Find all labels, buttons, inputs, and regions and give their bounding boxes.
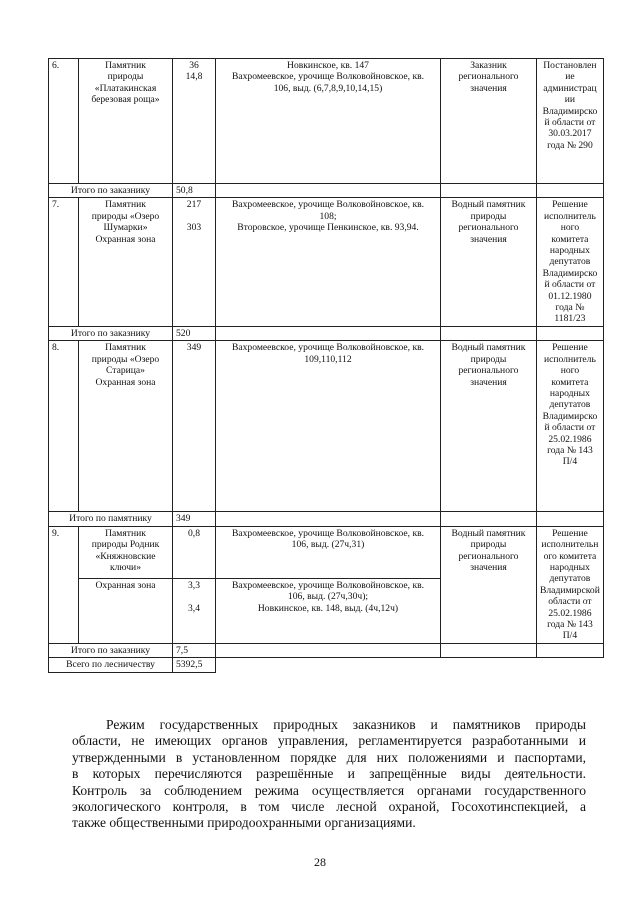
subtotal-label: Итого по заказнику xyxy=(49,643,173,657)
regime-paragraph xyxy=(72,717,586,832)
paragraph-line: Контроль за соблюдением режима осуществляется органами государственного xyxy=(72,782,586,798)
category: Водный памятник природы регионального значения xyxy=(441,526,537,643)
page-number: 28 xyxy=(314,855,326,869)
paragraph-line: в которых перечисляются разрешённые и запрещённые виды деятельности. xyxy=(72,766,586,782)
location: Вахромеевское, урочище Волковойновское, кв. 109,110,112 xyxy=(216,341,441,512)
paragraph-line: также общественными природоохранными организациями. xyxy=(72,815,416,831)
category: Водный памятник природы регионального значения xyxy=(441,341,537,512)
grand-total-row xyxy=(49,658,604,672)
table-row xyxy=(49,526,604,578)
table-row xyxy=(49,198,604,326)
table-row xyxy=(49,59,604,184)
row-number: 7. xyxy=(49,198,79,326)
subtotal-value: 520 xyxy=(173,326,216,340)
subtotal-row xyxy=(49,184,604,198)
legal-document: Решение исполнитель ного комитета народных депутатов Владимирско й области от 25.02.1986 года № 143 П/4 xyxy=(537,341,604,512)
grand-total-label: Всего по лесничеству xyxy=(49,658,173,672)
subtotal-row xyxy=(49,326,604,340)
paragraph-line: утвержденными в установленном порядке для них положениями и паспортами, xyxy=(72,749,586,765)
row-number: 8. xyxy=(49,341,79,512)
subtotal-label: Итого по заказнику xyxy=(49,184,173,198)
object-name: Памятник природы «Платакинская березовая роща» xyxy=(79,59,173,184)
paragraph-line: области, не имеющих органов управления, регламентируется разработанными и xyxy=(72,733,586,749)
grand-total-value: 5392,5 xyxy=(173,658,216,672)
subtotal-row xyxy=(49,643,604,657)
area-ha: 0,8 xyxy=(173,526,216,578)
object-name: Памятник природы Родник «Княжновские ключи» xyxy=(79,526,173,578)
legal-document: Решение исполнительн ого комитета народных депутатов Владимирской области от 25.02.1986 года № 143 П/4 xyxy=(537,526,604,643)
row-number: 6. xyxy=(49,59,79,184)
location: Вахромеевское, урочище Волковойновское, кв. 106, выд. (27ч,30ч); Новкинское, кв. 148, выд. (4ч,12ч) xyxy=(216,578,441,643)
paragraph-line: Режим государственных природных заказников и памятников природы xyxy=(106,717,586,732)
category: Заказник регионального значения xyxy=(441,59,537,184)
subtotal-value: 349 xyxy=(173,512,216,526)
area-ha: 349 xyxy=(173,341,216,512)
subtotal-label: Итого по памятнику xyxy=(49,512,173,526)
legal-document: Решение исполнитель ного комитета народных депутатов Владимирско й области от 01.12.1980 года № 1181/23 xyxy=(537,198,604,326)
object-name: Охранная зона xyxy=(79,578,173,643)
row-number: 9. xyxy=(49,526,79,643)
location: Вахромеевское, урочище Волковойновское, кв. 108; Второвское, урочище Пенкинское, кв. 93,94. xyxy=(216,198,441,326)
subtotal-label: Итого по заказнику xyxy=(49,326,173,340)
object-name: Памятник природы «Озеро Шумарки» Охранная зона xyxy=(79,198,173,326)
table-row xyxy=(49,341,604,512)
location: Новкинское, кв. 147 Вахромеевское, урочище Волковойновское, кв. 106, выд. (6,7,8,9,10,14,15) xyxy=(216,59,441,184)
area-ha: 3,3 3,4 xyxy=(173,578,216,643)
area-ha: 36 14,8 xyxy=(173,59,216,184)
forestry-table xyxy=(48,58,604,673)
subtotal-value: 7,5 xyxy=(173,643,216,657)
legal-document: Постановлен ие администрац ии Владимирско й области от 30.03.2017 года № 290 xyxy=(537,59,604,184)
category: Водный памятник природы регионального значения xyxy=(441,198,537,326)
area-ha: 217 303 xyxy=(173,198,216,326)
subtotal-row xyxy=(49,512,604,526)
location: Вахромеевское, урочище Волковойновское, кв. 106, выд. (27ч,31) xyxy=(216,526,441,578)
object-name: Памятник природы «Озеро Старица» Охранная зона xyxy=(79,341,173,512)
paragraph-line: экологического контроля, в том числе лесной охраной, Госохотинспекцией, а xyxy=(72,799,586,815)
subtotal-value: 50,8 xyxy=(173,184,216,198)
